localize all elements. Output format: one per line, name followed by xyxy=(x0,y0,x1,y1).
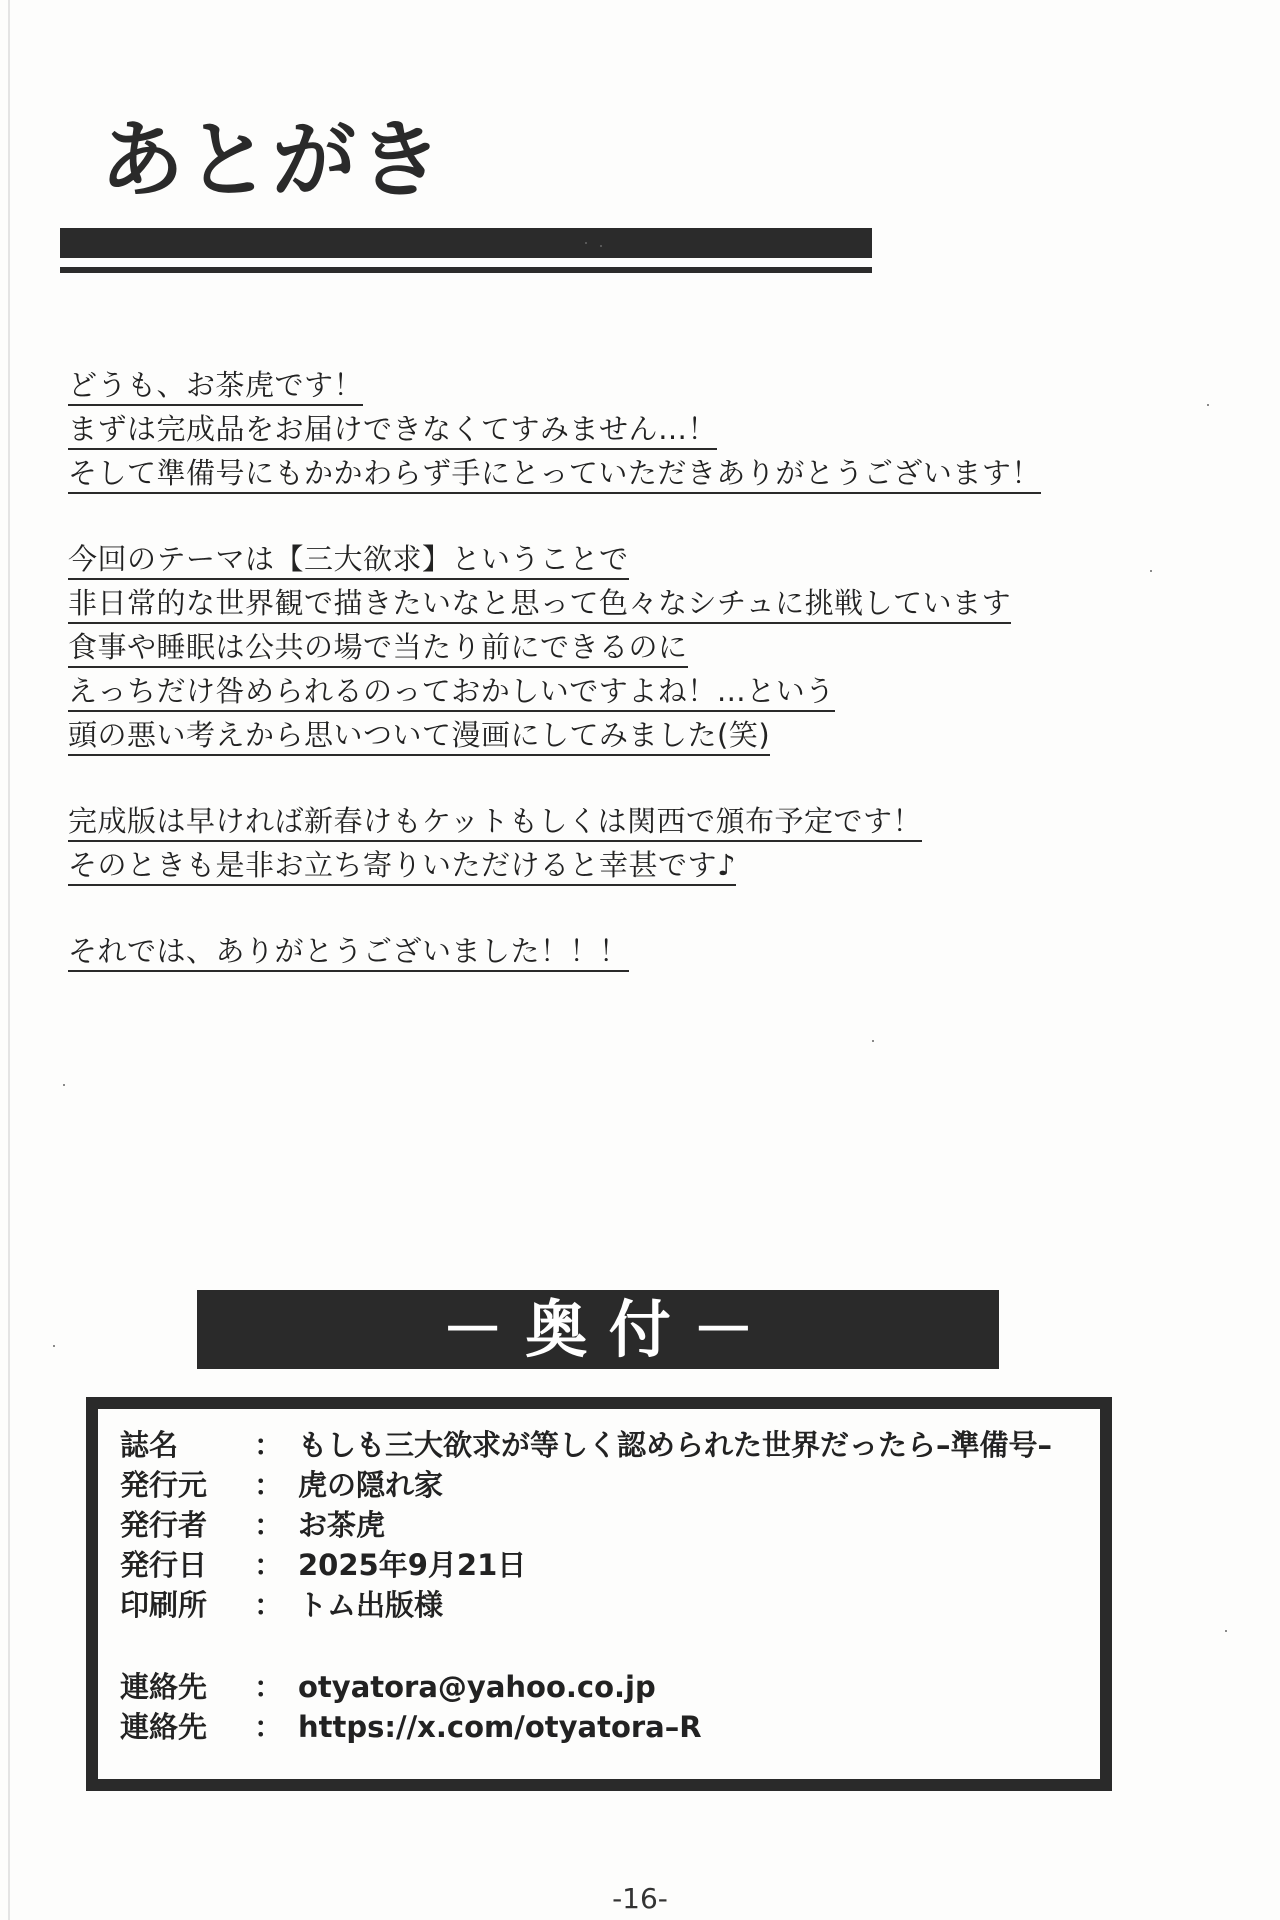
colophon-box xyxy=(86,1397,1112,1791)
colophon-value: 虎の隠れ家 xyxy=(298,1468,444,1502)
colophon-label: 発行者 xyxy=(120,1508,208,1542)
afterword-paragraph xyxy=(68,542,1198,762)
heading-rule-thin xyxy=(60,267,872,273)
colophon-title: － 奥 付 － xyxy=(441,1292,755,1366)
colophon-row-contact-url xyxy=(120,1707,702,1747)
afterword-line: えっちだけ咎められるのっておかしいですよね！…という xyxy=(68,674,835,712)
scan-speck xyxy=(63,1084,65,1086)
page-number: -16- xyxy=(612,1882,668,1915)
afterword-line: どうも、お茶虎です！ xyxy=(68,368,363,406)
colophon-separator: ： xyxy=(254,1548,284,1582)
colophon-label: 連絡先 xyxy=(120,1670,208,1704)
afterword-line: 非日常的な世界観で描きたいなと思って色々なシチュに挑戦しています xyxy=(68,586,1011,624)
colophon-value: お茶虎 xyxy=(298,1508,386,1542)
colophon-row-issuer xyxy=(120,1505,385,1545)
afterword-body xyxy=(68,368,1198,1020)
colophon-label: 発行元 xyxy=(120,1468,208,1502)
colophon-label: 連絡先 xyxy=(120,1710,208,1744)
afterword-line: 頭の悪い考えから思いついて漫画にしてみました(笑) xyxy=(68,718,770,756)
scan-speck xyxy=(1225,1630,1227,1632)
colophon-value: トム出版様 xyxy=(298,1588,444,1622)
colophon-separator: ： xyxy=(254,1508,284,1542)
contact-url: https://x.com/otyatora–R xyxy=(298,1710,702,1744)
afterword-line: 完成版は早ければ新春けもケットもしくは関西で頒布予定です！ xyxy=(68,804,922,842)
afterword-line: そして準備号にもかかわらず手にとっていただきありがとうございます！ xyxy=(68,456,1041,494)
colophon-row-printer xyxy=(120,1585,443,1625)
afterword-paragraph xyxy=(68,368,1198,500)
contact-email: otyatora@yahoo.co.jp xyxy=(298,1670,656,1704)
scan-speck xyxy=(1207,404,1209,406)
afterword-line: 今回のテーマは【三大欲求】ということで xyxy=(68,542,629,580)
colophon-row-publisher xyxy=(120,1465,443,1505)
colophon-separator: ： xyxy=(254,1670,284,1704)
colophon-row-date xyxy=(120,1545,526,1585)
scan-speck xyxy=(53,1345,55,1347)
colophon-separator: ： xyxy=(254,1588,284,1622)
afterword-paragraph xyxy=(68,934,1198,978)
afterword-line: まずは完成品をお届けできなくてすみません…！ xyxy=(68,412,717,450)
scan-speck xyxy=(585,242,587,244)
colophon-value: もしも三大欲求が等しく認められた世界だったら–準備号– xyxy=(298,1428,1053,1462)
colophon-separator: ： xyxy=(254,1468,284,1502)
scan-speck xyxy=(872,1040,874,1042)
colophon-label: 印刷所 xyxy=(120,1588,208,1622)
afterword-paragraph xyxy=(68,804,1198,892)
page-edge xyxy=(8,0,10,1920)
colophon-label: 発行日 xyxy=(120,1548,208,1582)
colophon-row-title xyxy=(120,1425,1052,1465)
afterword-line: 食事や睡眠は公共の場で当たり前にできるのに xyxy=(68,630,688,668)
colophon-title-bar xyxy=(197,1290,999,1369)
colophon-label: 誌名 xyxy=(120,1428,179,1462)
afterword-line: それでは、ありがとうございました！！！ xyxy=(68,934,629,972)
colophon-row-contact-email xyxy=(120,1667,656,1707)
scan-speck xyxy=(1150,570,1152,572)
colophon-separator: ： xyxy=(254,1710,284,1744)
heading-rule-thick xyxy=(60,228,872,258)
colophon-value: 2025年9月21日 xyxy=(298,1548,527,1582)
afterword-line: そのときも是非お立ち寄りいただけると幸甚です♪ xyxy=(68,848,736,886)
scan-speck xyxy=(600,245,602,247)
colophon-separator: ： xyxy=(254,1428,284,1462)
afterword-heading: あとがき xyxy=(100,111,445,209)
